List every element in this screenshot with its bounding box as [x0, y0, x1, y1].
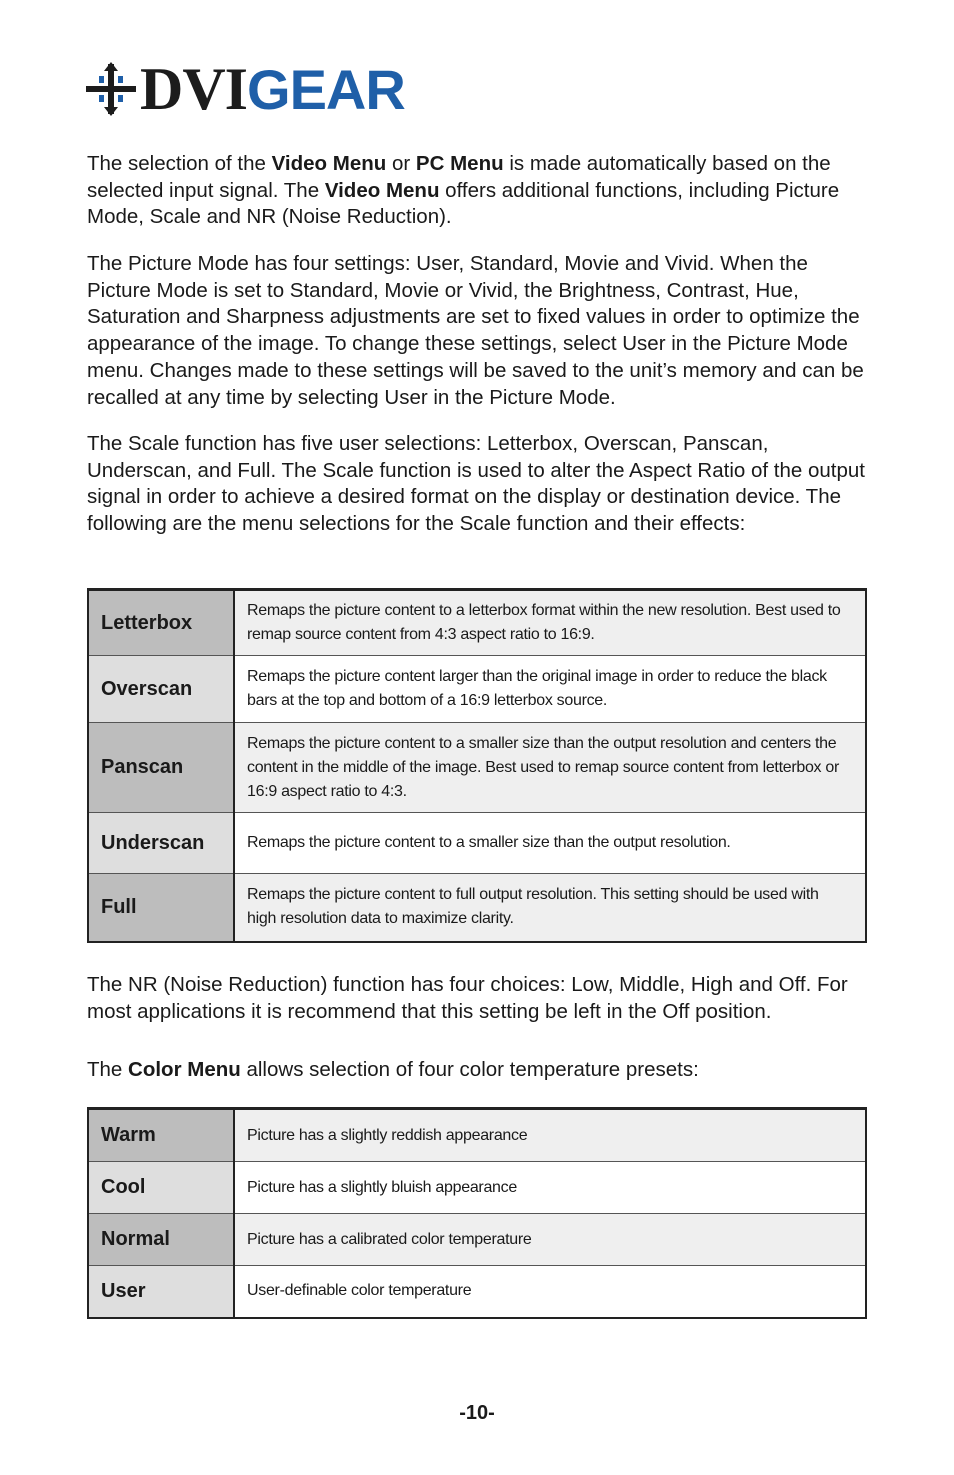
- color-intro-paragraph: [87, 1057, 877, 1084]
- scale-option-desc: Remaps the picture content to a smaller size than the output resolution and centers the content in the middle of the image. Best used to remap source content from letterbox or 16:9 aspect ratio to 4:3.: [234, 723, 866, 813]
- scale-option-desc: Remaps the picture content to full output resolution. This setting should be used with high resolution data to maximize clarity.: [234, 874, 866, 942]
- color-intro-text-1: The: [87, 1058, 129, 1081]
- table-row: [88, 723, 866, 813]
- scale-table: [87, 588, 867, 943]
- table-row: [88, 1214, 866, 1266]
- intro-text-4: offers additional functions, including Picture Mode, Scale and NR (Noise Reduction).: [87, 178, 840, 229]
- video-menu-term-2: Video Menu: [324, 178, 440, 202]
- scale-option-name: Full: [88, 874, 234, 942]
- intro-text-3: is made automatically based on the selected input signal. The: [87, 152, 831, 202]
- color-preset-name: Warm: [88, 1109, 234, 1162]
- scale-option-desc: Remaps the picture content to a letterbox format within the new resolution. Best used to remap source content from 4:3 aspect ratio to 16:9.: [234, 590, 866, 656]
- logo-gear: GEAR: [247, 58, 405, 121]
- intro-paragraph: [87, 151, 877, 231]
- table-row: [88, 813, 866, 874]
- scale-option-desc: Remaps the picture content larger than the original image in order to reduce the black bars at the top and bottom of a 16:9 letterbox source.: [234, 656, 866, 723]
- picture-mode-paragraph: The Picture Mode has four settings: User, Standard, Movie and Vivid. When the Picture Mode is set to Standard, Movie or Vivid, the Brightness, Contrast, Hue, Saturation and Sharpness adjustments are set to fixed values in order to optimize the appearance of the image. To change these settings, select User in the Picture Mode menu. Changes made to these settings will be saved to the unit’s memory and can be recalled at any time by selecting User in the Picture Mode.: [87, 252, 864, 409]
- table-row: [88, 656, 866, 723]
- color-preset-desc: Picture has a slightly reddish appearance: [234, 1109, 866, 1162]
- table-row: [88, 1162, 866, 1214]
- color-table: [87, 1107, 867, 1319]
- pc-menu-term: PC Menu: [415, 152, 504, 175]
- color-preset-name: Normal: [88, 1214, 234, 1266]
- scale-option-name: Overscan: [88, 656, 234, 723]
- scale-option-name: Underscan: [88, 813, 234, 874]
- scale-option-name: Panscan: [88, 723, 234, 813]
- color-preset-name: Cool: [88, 1162, 234, 1214]
- table-row: [88, 1109, 866, 1162]
- page-number: -10-: [459, 1402, 495, 1424]
- scale-paragraph: The Scale function has five user selections: Letterbox, Overscan, Panscan, Underscan, and Full. The Scale function is used to alter the Aspect Ratio of the output signal in order to achieve a desired format on the display or destination device. The following are the menu selections for the Scale function and their effects:: [87, 432, 865, 536]
- table-row: [88, 1266, 866, 1318]
- scale-option-desc: Remaps the picture content to a smaller size than the output resolution.: [234, 813, 866, 874]
- color-menu-term: Color Menu: [128, 1058, 241, 1081]
- brand-logo: [86, 56, 405, 122]
- intro-text-2: or: [386, 152, 416, 175]
- color-preset-desc: Picture has a slightly bluish appearance: [234, 1162, 866, 1214]
- nr-paragraph: The NR (Noise Reduction) function has four choices: Low, Middle, High and Off. For most applications it is recommend that this setting be left in the Off position.: [87, 973, 848, 1023]
- color-preset-desc: User-definable color temperature: [234, 1266, 866, 1318]
- scale-option-name: Letterbox: [88, 590, 234, 656]
- intro-text-1: The selection of the: [87, 152, 272, 175]
- color-preset-desc: Picture has a calibrated color temperature: [234, 1214, 866, 1266]
- table-row: [88, 590, 866, 656]
- video-menu-term: Video Menu: [271, 152, 387, 175]
- color-preset-name: User: [88, 1266, 234, 1318]
- logo-dvi: DVI: [140, 56, 248, 122]
- color-intro-text-2: allows selection of four color temperature presets:: [240, 1058, 699, 1081]
- cross-arrows-icon: [86, 62, 136, 116]
- table-row: [88, 874, 866, 942]
- logo-wordmark: [140, 56, 405, 122]
